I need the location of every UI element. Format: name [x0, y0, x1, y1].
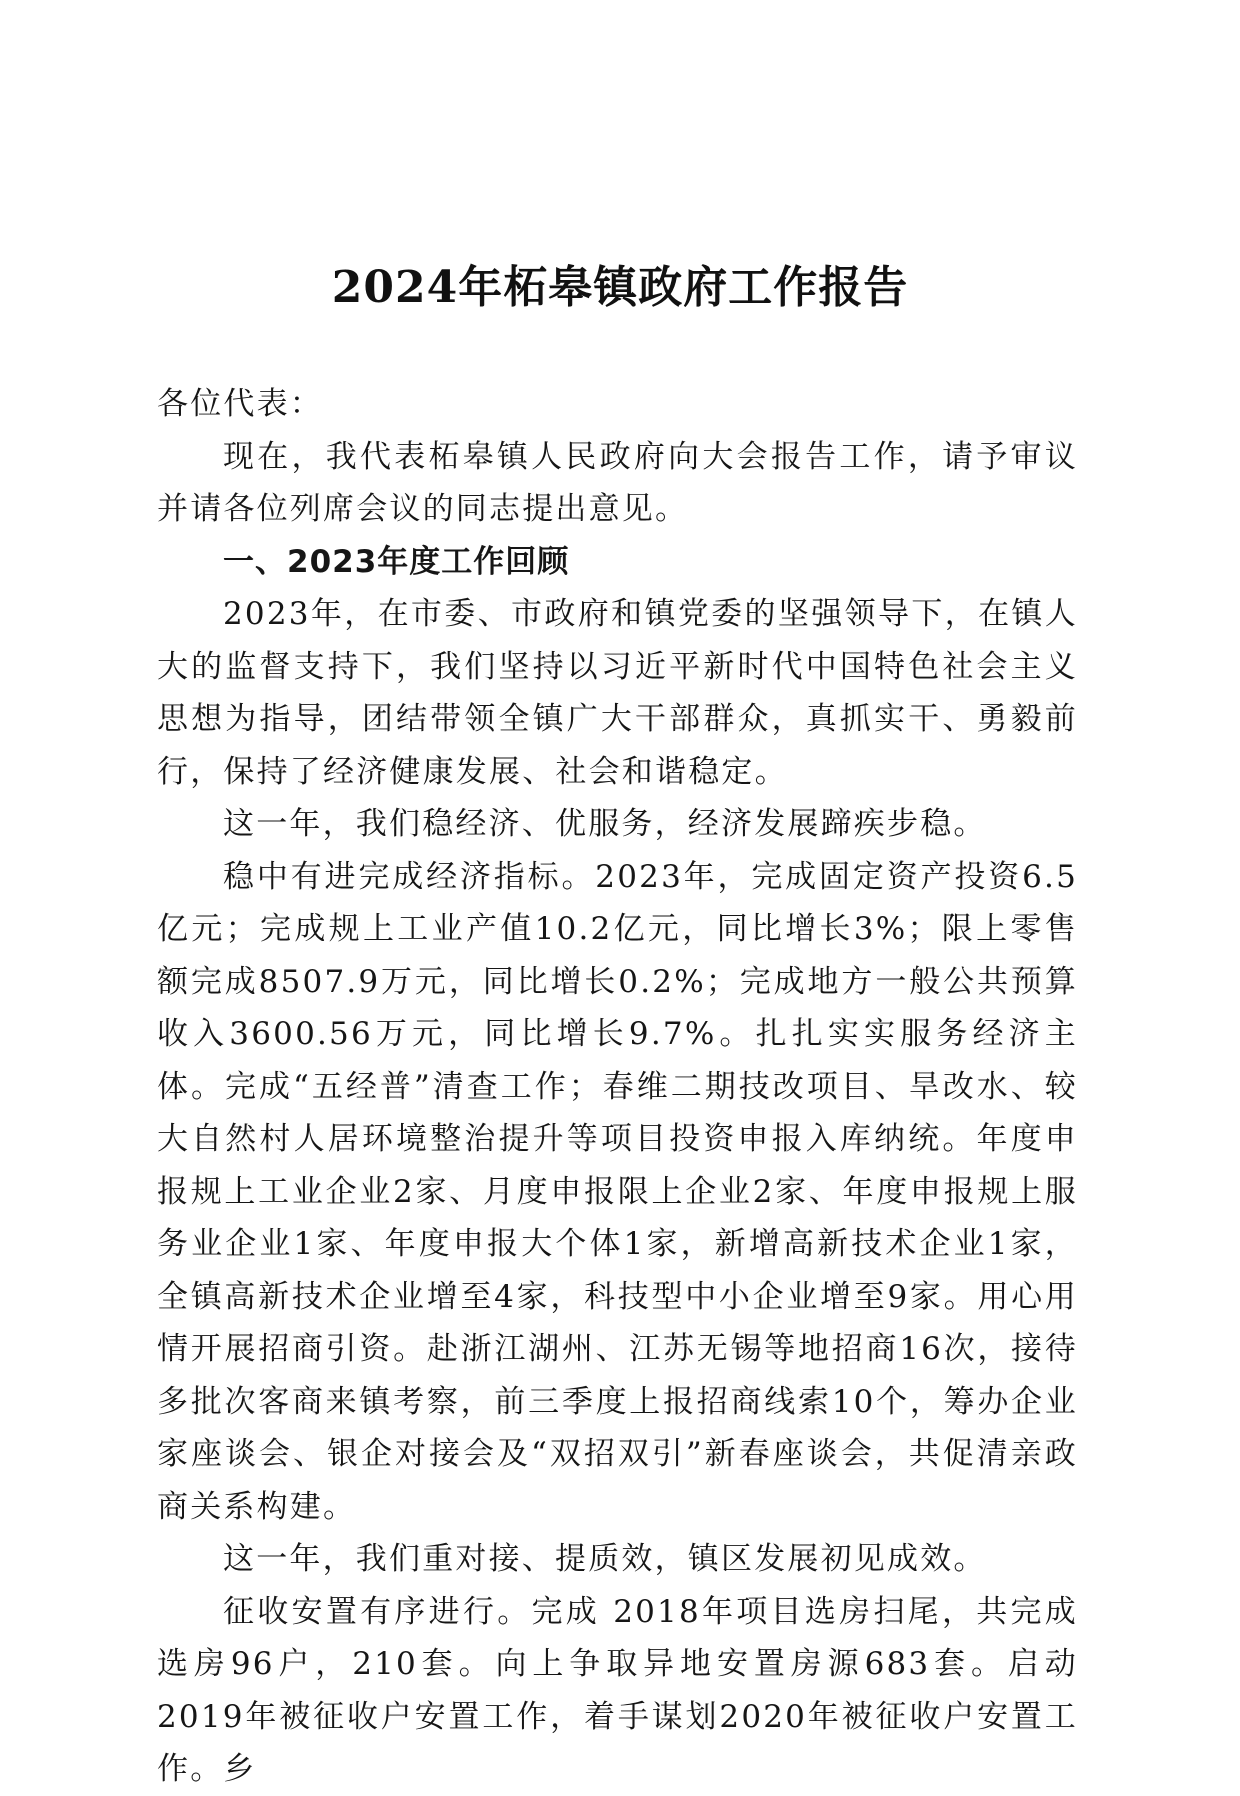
- document-title: 2024年柘皋镇政府工作报告: [331, 262, 909, 313]
- paragraph: 2023年，在市委、市政府和镇党委的坚强领导下，在镇人大的监督支持下，我们坚持以习近平新时代中国特色社会主义思想为指导，团结带领全镇广大干部群众，真抓实干、勇毅前行，保持了经济健康发展、社会和谐稳定。: [157, 596, 1078, 790]
- salutation: 各位代表：: [157, 386, 323, 422]
- paragraph: 这一年，我们重对接、提质效，镇区发展初见成效。: [223, 1541, 987, 1577]
- document-body: [157, 378, 1078, 1796]
- section-heading: 一、2023年度工作回顾: [223, 543, 570, 580]
- paragraph: 稳中有进完成经济指标。2023年，完成固定资产投资6.5亿元；完成规上工业产值10.2亿元，同比增长3%；限上零售额完成8507.9万元，同比增长0.2%；完成地方一般公共预算收入3600.56万元，同比增长9.7%。扎扎实实服务经济主体。完成“五经普”清查工作；春维二期技改项目、旱改水、较大自然村人居环境整治提升等项目投资申报入库纳统。年度申报规上工业企业2家、月度申报限上企业2家、年度申报规上服务业企业1家、年度申报大个体1家，新增高新技术企业1家，全镇高新技术企业增至4家，科技型中小企业增至9家。用心用情开展招商引资。赴浙江湖州、江苏无锡等地招商16次，接待多批次客商来镇考察，前三季度上报招商线索10个，筹办企业家座谈会、银企对接会及“双招双引”新春座谈会，共促清亲政商关系构建。: [157, 858, 1078, 1525]
- paragraph: 这一年，我们稳经济、优服务，经济发展蹄疾步稳。: [223, 806, 987, 842]
- paragraph: 征收安置有序进行。完成 2018年项目选房扫尾，共完成选房96户，210套。向上争取异地安置房源683套。启动2019年被征收户安置工作，着手谋划2020年被征收户安置工作。乡: [157, 1593, 1078, 1787]
- paragraph: 现在，我代表柘皋镇人民政府向大会报告工作，请予审议并请各位列席会议的同志提出意见。: [157, 438, 1078, 527]
